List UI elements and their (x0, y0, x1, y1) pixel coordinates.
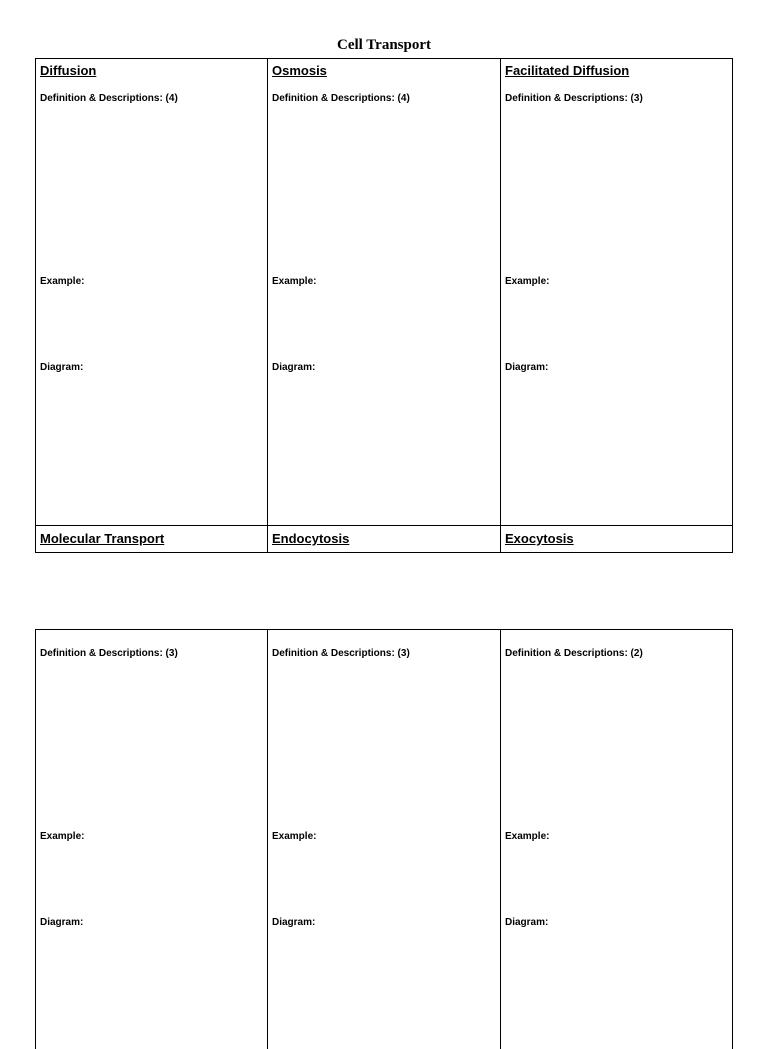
molecular-transport-cell (36, 630, 268, 1049)
bottom-worksheet-table (35, 629, 733, 1049)
definition-label: Definition & Descriptions: (4) (272, 93, 410, 104)
osmosis-cell (268, 59, 501, 525)
example-label: Example: (40, 831, 85, 842)
page-title: Cell Transport (336, 37, 432, 53)
cell-heading: Endocytosis (272, 531, 350, 546)
example-label: Example: (40, 276, 85, 287)
endocytosis-heading-cell (268, 526, 501, 552)
bottom-headings-row (35, 525, 733, 553)
example-label: Example: (505, 276, 550, 287)
definition-label: Definition & Descriptions: (3) (505, 93, 643, 104)
exocytosis-heading-cell (501, 526, 732, 552)
cell-heading: Osmosis (272, 63, 327, 78)
example-label: Example: (272, 831, 317, 842)
facilitated-diffusion-cell (501, 59, 732, 525)
cell-heading: Molecular Transport (40, 531, 165, 546)
exocytosis-cell (501, 630, 732, 1049)
cell-heading: Facilitated Diffusion (505, 63, 630, 78)
definition-label: Definition & Descriptions: (2) (505, 648, 643, 659)
definition-label: Definition & Descriptions: (4) (40, 93, 178, 104)
cell-heading: Diffusion (40, 63, 97, 78)
endocytosis-cell (268, 630, 501, 1049)
top-worksheet-table (35, 58, 733, 526)
definition-label: Definition & Descriptions: (3) (272, 648, 410, 659)
diagram-label: Diagram: (40, 917, 84, 928)
cell-heading: Exocytosis (505, 531, 574, 546)
diagram-label: Diagram: (505, 917, 549, 928)
diagram-label: Diagram: (505, 362, 549, 373)
diagram-label: Diagram: (40, 362, 84, 373)
example-label: Example: (272, 276, 317, 287)
diffusion-cell (36, 59, 268, 525)
example-label: Example: (505, 831, 550, 842)
molecular-transport-heading-cell (36, 526, 268, 552)
diagram-label: Diagram: (272, 917, 316, 928)
definition-label: Definition & Descriptions: (3) (40, 648, 178, 659)
diagram-label: Diagram: (272, 362, 316, 373)
